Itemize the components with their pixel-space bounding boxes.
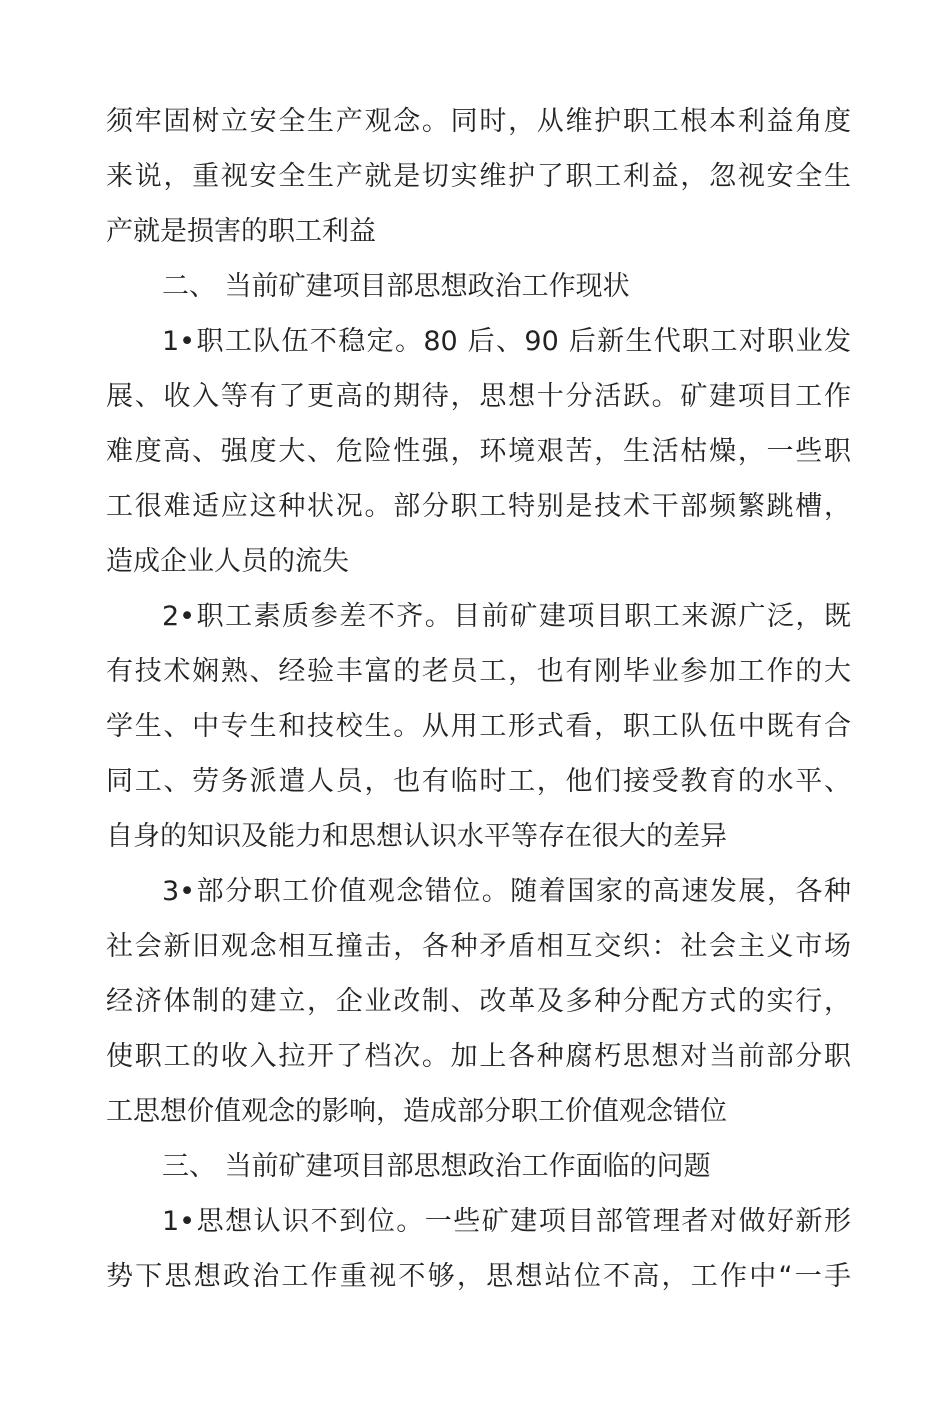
text-line: 有技术娴熟、经验丰富的老员工，也有刚毕业参加工作的大 — [106, 656, 851, 687]
text-line: 势下思想政治工作重视不够，思想站位不高，工作中“一手 — [106, 1261, 851, 1292]
heading-line: 三、 当前矿建项目部思想政治工作面临的问题 — [162, 1151, 711, 1182]
paragraph-insufficient-awareness — [106, 1194, 851, 1304]
text-line: 须牢固树立安全生产观念。同时，从维护职工根本利益角度 — [106, 106, 851, 137]
text-line: 使职工的收入拉开了档次。加上各种腐朽思想对当前部分职 — [106, 1041, 851, 1072]
heading-line: 二、 当前矿建项目部思想政治工作现状 — [162, 271, 630, 302]
paragraph-value-misalignment — [106, 864, 851, 1139]
text-line: 展、收入等有了更高的期待，思想十分活跃。矿建项目工作 — [106, 381, 851, 412]
text-line: 自身的知识及能力和思想认识水平等存在很大的差异 — [106, 821, 727, 852]
text-line: 同工、劳务派遣人员，也有临时工，他们接受教育的水平、 — [106, 766, 851, 797]
text-line: 1•思想认识不到位。一些矿建项目部管理者对做好新形 — [162, 1206, 851, 1237]
section-heading-current-status — [106, 259, 851, 314]
text-line: 经济体制的建立，企业改制、改革及多种分配方式的实行， — [106, 986, 851, 1017]
text-line: 1•职工队伍不稳定。80 后、90 后新生代职工对职业发 — [162, 326, 851, 357]
text-line: 来说，重视安全生产就是切实维护了职工利益，忽视安全生 — [106, 161, 851, 192]
text-line: 2•职工素质参差不齐。目前矿建项目职工来源广泛，既 — [162, 601, 851, 632]
document-page — [106, 94, 851, 1304]
text-line: 工很难适应这种状况。部分职工特别是技术干部频繁跳槽， — [106, 491, 851, 522]
paragraph-uneven-quality — [106, 589, 851, 864]
paragraph-unstable-workforce — [106, 314, 851, 589]
paragraph-safety-production — [106, 94, 851, 259]
text-line: 难度高、强度大、危险性强，环境艰苦，生活枯燥，一些职 — [106, 436, 851, 467]
text-line: 产就是损害的职工利益 — [106, 216, 376, 247]
text-line: 学生、中专生和技校生。从用工形式看，职工队伍中既有合 — [106, 711, 851, 742]
text-line: 社会新旧观念相互撞击，各种矛盾相互交织：社会主义市场 — [106, 931, 851, 962]
text-line: 工思想价值观念的影响，造成部分职工价值观念错位 — [106, 1096, 727, 1127]
text-line: 造成企业人员的流失 — [106, 546, 349, 577]
section-heading-problems — [106, 1139, 851, 1194]
text-line: 3•部分职工价值观念错位。随着国家的高速发展，各种 — [162, 876, 851, 907]
